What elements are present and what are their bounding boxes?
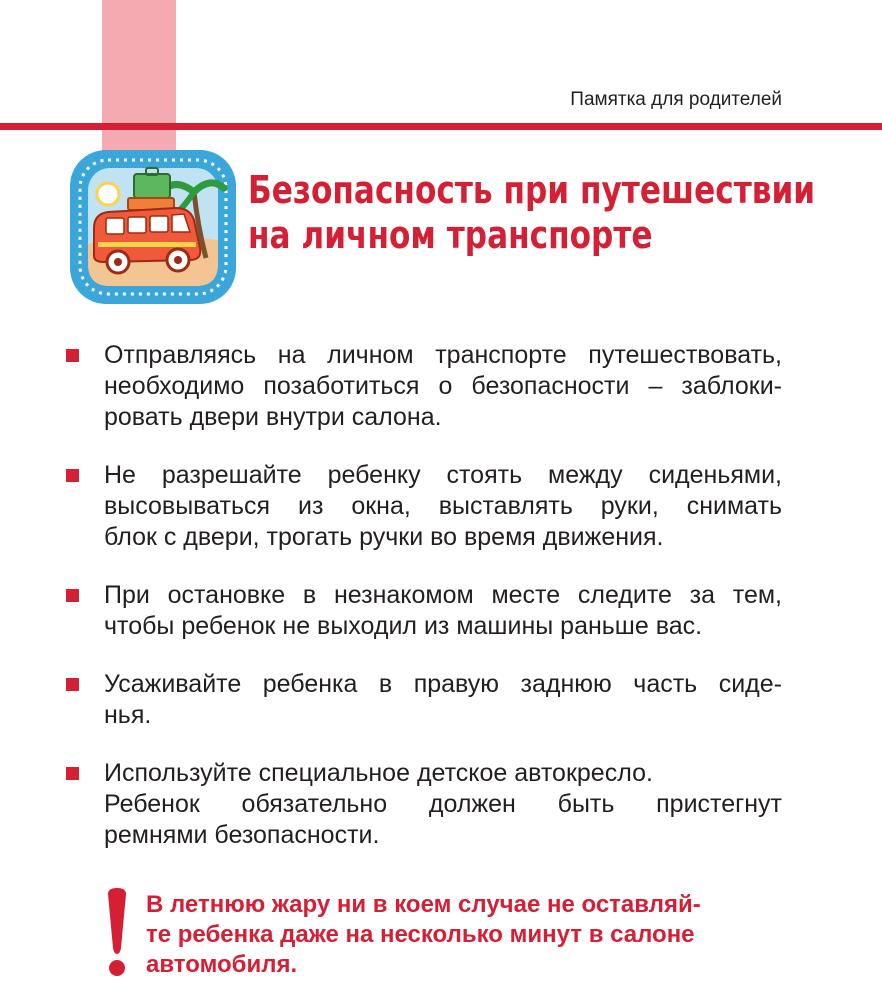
square-bullet-icon: [66, 767, 79, 780]
rule-line: При остановке в незнакомом месте следите за тем,: [104, 581, 782, 609]
title-line-2: на личном транспорте: [248, 213, 653, 257]
exclamation-icon: [104, 888, 130, 978]
header-label: Памятка для родителей: [570, 89, 782, 110]
rule-line: нья.: [104, 701, 152, 729]
rule-line: блок с двери, трогать ручки во время движения.: [104, 523, 664, 551]
header-rule: [0, 123, 882, 130]
title-line-1: Безопасность при путешествии: [248, 168, 816, 212]
warning-line: те ребенка даже на несколько минут в салоне: [146, 921, 695, 948]
rule-line: ремнями безопасности.: [104, 821, 380, 849]
page-title: [248, 168, 815, 258]
square-bullet-icon: [66, 469, 79, 482]
bus-trip-badge-icon: [68, 148, 238, 306]
rule-line: ровать двери внутри салона.: [104, 403, 442, 431]
warning-line: В летнюю жару ни в коем случае не оставляй-: [146, 891, 701, 918]
rule-line: чтобы ребенок не выходил из машины раньше вас.: [104, 612, 703, 640]
rule-line: высовываться из окна, выставлять руки, снимать: [104, 492, 782, 520]
rule-item-3: [66, 580, 782, 642]
square-bullet-icon: [66, 589, 79, 602]
rule-item-5: [66, 758, 782, 851]
warning-line: автомобиля.: [146, 951, 298, 978]
safety-rules-list: [66, 340, 782, 878]
rule-item-2: [66, 460, 782, 553]
rule-line: Отправляясь на личном транспорте путешествовать,: [104, 341, 782, 369]
rule-line: Не разрешайте ребенку стоять между сиденьями,: [104, 461, 782, 489]
rule-line: Усаживайте ребенка в правую заднюю часть сиде-: [104, 670, 782, 698]
summer-heat-warning: [146, 890, 786, 980]
rule-line: Ребенок обязательно должен быть пристегнут: [104, 790, 782, 818]
rule-line: Используйте специальное детское автокресло.: [104, 759, 653, 787]
rule-item-1: [66, 340, 782, 433]
rule-item-4: [66, 669, 782, 731]
rule-line: необходимо позаботиться о безопасности – заблоки-: [104, 372, 782, 400]
square-bullet-icon: [66, 349, 79, 362]
square-bullet-icon: [66, 678, 79, 691]
